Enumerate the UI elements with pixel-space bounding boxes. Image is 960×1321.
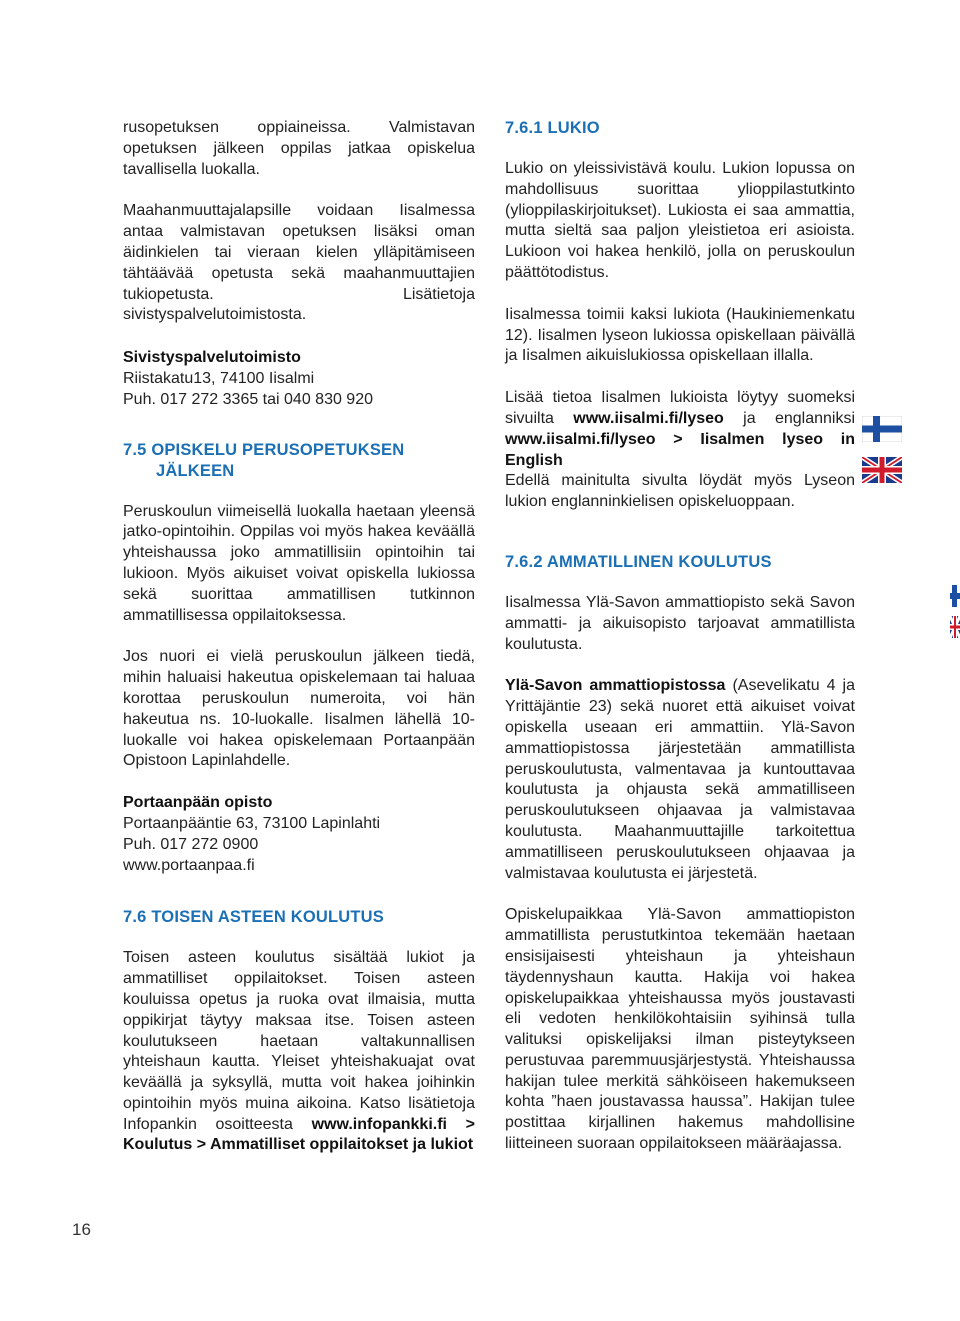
uk-flag-icon xyxy=(862,457,902,483)
paragraph-text: Lisää tietoa Iisalmen lukioista löytyy suomeksi sivuilta xyxy=(505,389,855,427)
office-contact xyxy=(123,348,475,410)
paragraph-text: (Asevelikatu 4 ja Yrittäjäntie 23) sekä nuoret että aikuiset voivat opiskella useaan eri ammattiin. Ylä-Savon ammattiopistossa järjestetään ammatillista peruskoulutusta, valmentavaa ja kuntouttavaa koulutusta ja ohjausta sekä ammatilliseen peruskoulutukseen ohjaavaa ja valmistavaa koulutusta. Maahanmuuttajille tarkoitettua ammatilliseen peruskoulutukseen ohjaavaa ja valmistavaa koulutusta ei järjestetä. xyxy=(505,677,855,882)
paragraph: Opiskelupaikkaa Ylä-Savon ammattiopiston ammatillista perustutkintoa tekemään haetaan ensisijaisesti yhteishaun ja yhteishaun täydennyshaun kautta. Hakija voi hakea opiskelupaikkaa yhteishaussa myös joustavasti eli vedoten henkilökohtaisiin syihinsä tulla valituksi opiskelijaksi ilman pisteytykseen perustuvaa paremmuusjärjestystä. Yhteishaussa hakijan tulee merkitä sähköiseen hakemukseen kohta ”haen joustavassa haussa”. Hakijan tulee postittaa kirjallinen hakemus mahdollisine liitteineen suoraan oppilaitokseen määräajassa. xyxy=(505,906,855,1153)
uk-flag-icon xyxy=(950,616,960,638)
paragraph: Edellä mainitulta sivulta löydät myös Lyseon lukion englanninkielisen opiskeluoppaan. xyxy=(505,472,855,511)
lyseo-link-fi[interactable]: www.iisalmi.fi/lyseo xyxy=(573,409,724,427)
paragraph-text: Toisen asteen koulutus sisältää lukiot ja ammatilliset oppilaitokset. Toisen asteen kouluissa opetus ja ruoka ovat ilmaisia, mutta oppikirjat täytyy maksaa itse. Toisen asteen koulutukseen haetaan valtakunnallisen yhteishaun kautta. Yleiset yhteishakuajat ovat keväällä ja syksyllä, mutta voit hakea joihinkin opintoihin myös muina aikoina. Katso lisätietoja Infopankin osoitteesta xyxy=(123,949,475,1133)
paragraph xyxy=(505,388,855,471)
paragraph xyxy=(123,948,475,1156)
paragraph xyxy=(505,676,855,884)
paragraph: Peruskoulun viimeisellä luokalla haetaan yleensä jatko-opintoihin. Oppilas voi myös hakea keväällä yhteishaussa joko ammatillisiin opintoihin tai lukioon. Myös aikuiset voivat opiskella lukiossa sekä suorittaa ammatillisen tutkinnon ammatillisessa oppilaitoksessa. xyxy=(123,502,475,624)
paragraph: Iisalmessa Ylä-Savon ammattiopisto sekä Savon ammatti- ja aikuisopisto tarjoavat ammatillista koulutusta. xyxy=(505,593,855,653)
portaanpaa-contact xyxy=(123,793,475,876)
paragraph: Maahanmuuttajalapsille voidaan Iisalmessa antaa valmistavan opetuksen lisäksi oman äidinkielen tai vieraan kielen ylläpitämiseen tähtäävää opetusta sekä maahanmuuttajien tukiopetusta. Lisätietoja sivistyspalvelutoimistosta. xyxy=(123,202,475,324)
right-column xyxy=(505,118,855,1155)
ylasavo-name: Ylä-Savon ammattiopistossa xyxy=(505,677,726,695)
paragraph: Lukio on yleissivistävä koulu. Lukion lopussa on mahdollisuus suorittaa ylioppilastutkinto (ylioppilaskirjoitukset). Lukiosta ei saa ammattia, mutta sieltä saa paljon yleistietoa eri asioista. Lukioon voi hakea henkilö, jolla on peruskoulun päättötodistus. xyxy=(505,160,855,281)
section-heading-7-6-1: 7.6.1 LUKIO xyxy=(505,119,600,137)
paragraph: Jos nuori ei vielä peruskoulun jälkeen tiedä, mihin haluaisi hakeutua opiskelemaan tai haluaa korottaa peruskoulun numeroita, voi hän hakeutua ns. 10-luokalle. Iisalmen lähellä 10-luokalle voi hakea opiskelemaan Portaanpään Opistoon Lapinlahdelle. xyxy=(123,648,475,770)
paragraph: rusopetuksen oppiaineissa. Valmistavan opetuksen jälkeen oppilas jatkaa opiskelua tavallisella luokalla. xyxy=(123,119,475,178)
paragraph-text: ja englanniksi xyxy=(723,409,855,427)
portaanpaa-web[interactable]: www.portaanpaa.fi xyxy=(123,856,255,874)
office-phone: Puh. 017 272 3365 tai 040 830 920 xyxy=(123,390,373,408)
finland-flag-icon xyxy=(950,585,960,607)
heading-line: 7.5 OPISKELU PERUSOPETUKSEN xyxy=(123,440,405,459)
section-heading-7-6: 7.6 TOISEN ASTEEN KOULUTUS xyxy=(123,908,384,927)
lyseo-link-en[interactable]: www.iisalmi.fi/lyseo > Iisalmen lyseo in English xyxy=(505,430,855,469)
office-address: Riistakatu13, 74100 Iisalmi xyxy=(123,369,315,387)
finland-flag-icon xyxy=(862,416,902,442)
portaanpaa-name: Portaanpään opisto xyxy=(123,794,273,812)
portaanpaa-address: Portaanpääntie 63, 73100 Lapinlahti xyxy=(123,814,381,832)
infopankki-link[interactable]: www.infopankki.fi > Koulutus > Ammatilliset oppilaitokset ja lukiot xyxy=(123,1115,476,1154)
office-name: Sivistyspalvelutoimisto xyxy=(123,349,301,367)
page-number: 16 xyxy=(72,1220,91,1239)
section-heading-7-5 xyxy=(123,440,475,482)
paragraph: Iisalmessa toimii kaksi lukiota (Haukiniemenkatu 12). Iisalmen lyseon lukiossa opiskellaan päivällä ja Iisalmen aikuislukiossa opiskellaan illalla. xyxy=(505,305,855,365)
heading-line: JÄLKEEN xyxy=(156,461,235,480)
section-heading-7-6-2: 7.6.2 AMMATILLINEN KOULUTUS xyxy=(505,552,772,571)
portaanpaa-phone: Puh. 017 272 0900 xyxy=(123,835,259,853)
left-column xyxy=(123,118,475,1156)
